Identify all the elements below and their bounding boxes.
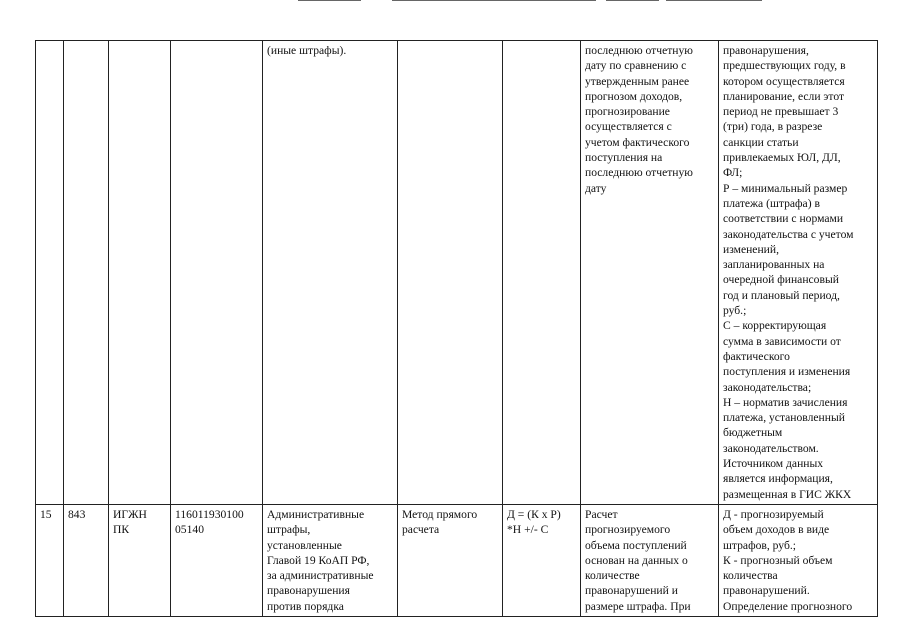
top-line-2 <box>392 0 596 1</box>
revenue-forecast-table <box>35 40 878 617</box>
cell-description: правонарушения, предшествующих году, в котором осуществляется планирование, если этот период не превышает 3 (три) года, в разрезе санкции статьи привлекаемых ЮЛ, ДЛ, ФЛ; Р – минимальный размер платежа (штрафа) в соответствии с нормами законодательства с учетом изменений, запланированных на очередной финансовый год и плановый период, руб.; С – корректирующая сумма в зависимости от фактического поступления и изменения законодательства; Н – норматив зачисления платежа, установленный бюджетным законодательством. Источником данных является информация, размещенная в ГИС ЖКХ <box>719 41 878 505</box>
table-row <box>36 41 878 505</box>
cell-administrator: ИГЖН ПК <box>109 504 171 616</box>
cell-formula: Д = (К х Р) *Н +/- С <box>503 504 581 616</box>
cell-algorithm: Расчет прогнозируемого объема поступлений основан на данных о количестве правонарушений и размере штрафа. При <box>581 504 719 616</box>
cell-description: Д - прогнозируемый объем доходов в виде штрафов, руб.; К - прогнозный объем количества правонарушений. Определение прогнозного <box>719 504 878 616</box>
cell-algorithm: последнюю отчетную дату по сравнению с утвержденным ранее прогнозом доходов, прогнозирование осуществляется с учетом фактического поступления на последнюю отчетную дату <box>581 41 719 505</box>
cell-administrator <box>109 41 171 505</box>
cell-admin-code <box>64 41 109 505</box>
cell-kbk: 116011930100 05140 <box>171 504 263 616</box>
cell-method <box>398 41 503 505</box>
top-line-1 <box>298 0 361 1</box>
cell-revenue-name: (иные штрафы). <box>263 41 398 505</box>
cell-method: Метод прямого расчета <box>398 504 503 616</box>
cell-revenue-name: Административные штрафы, установленные Главой 19 КоАП РФ, за административные правонарушения против порядка <box>263 504 398 616</box>
cell-formula <box>503 41 581 505</box>
cell-kbk <box>171 41 263 505</box>
table-row <box>36 504 878 616</box>
top-line-4 <box>666 0 762 1</box>
cell-number: 15 <box>36 504 64 616</box>
cell-number <box>36 41 64 505</box>
top-line-3 <box>606 0 659 1</box>
cell-admin-code: 843 <box>64 504 109 616</box>
